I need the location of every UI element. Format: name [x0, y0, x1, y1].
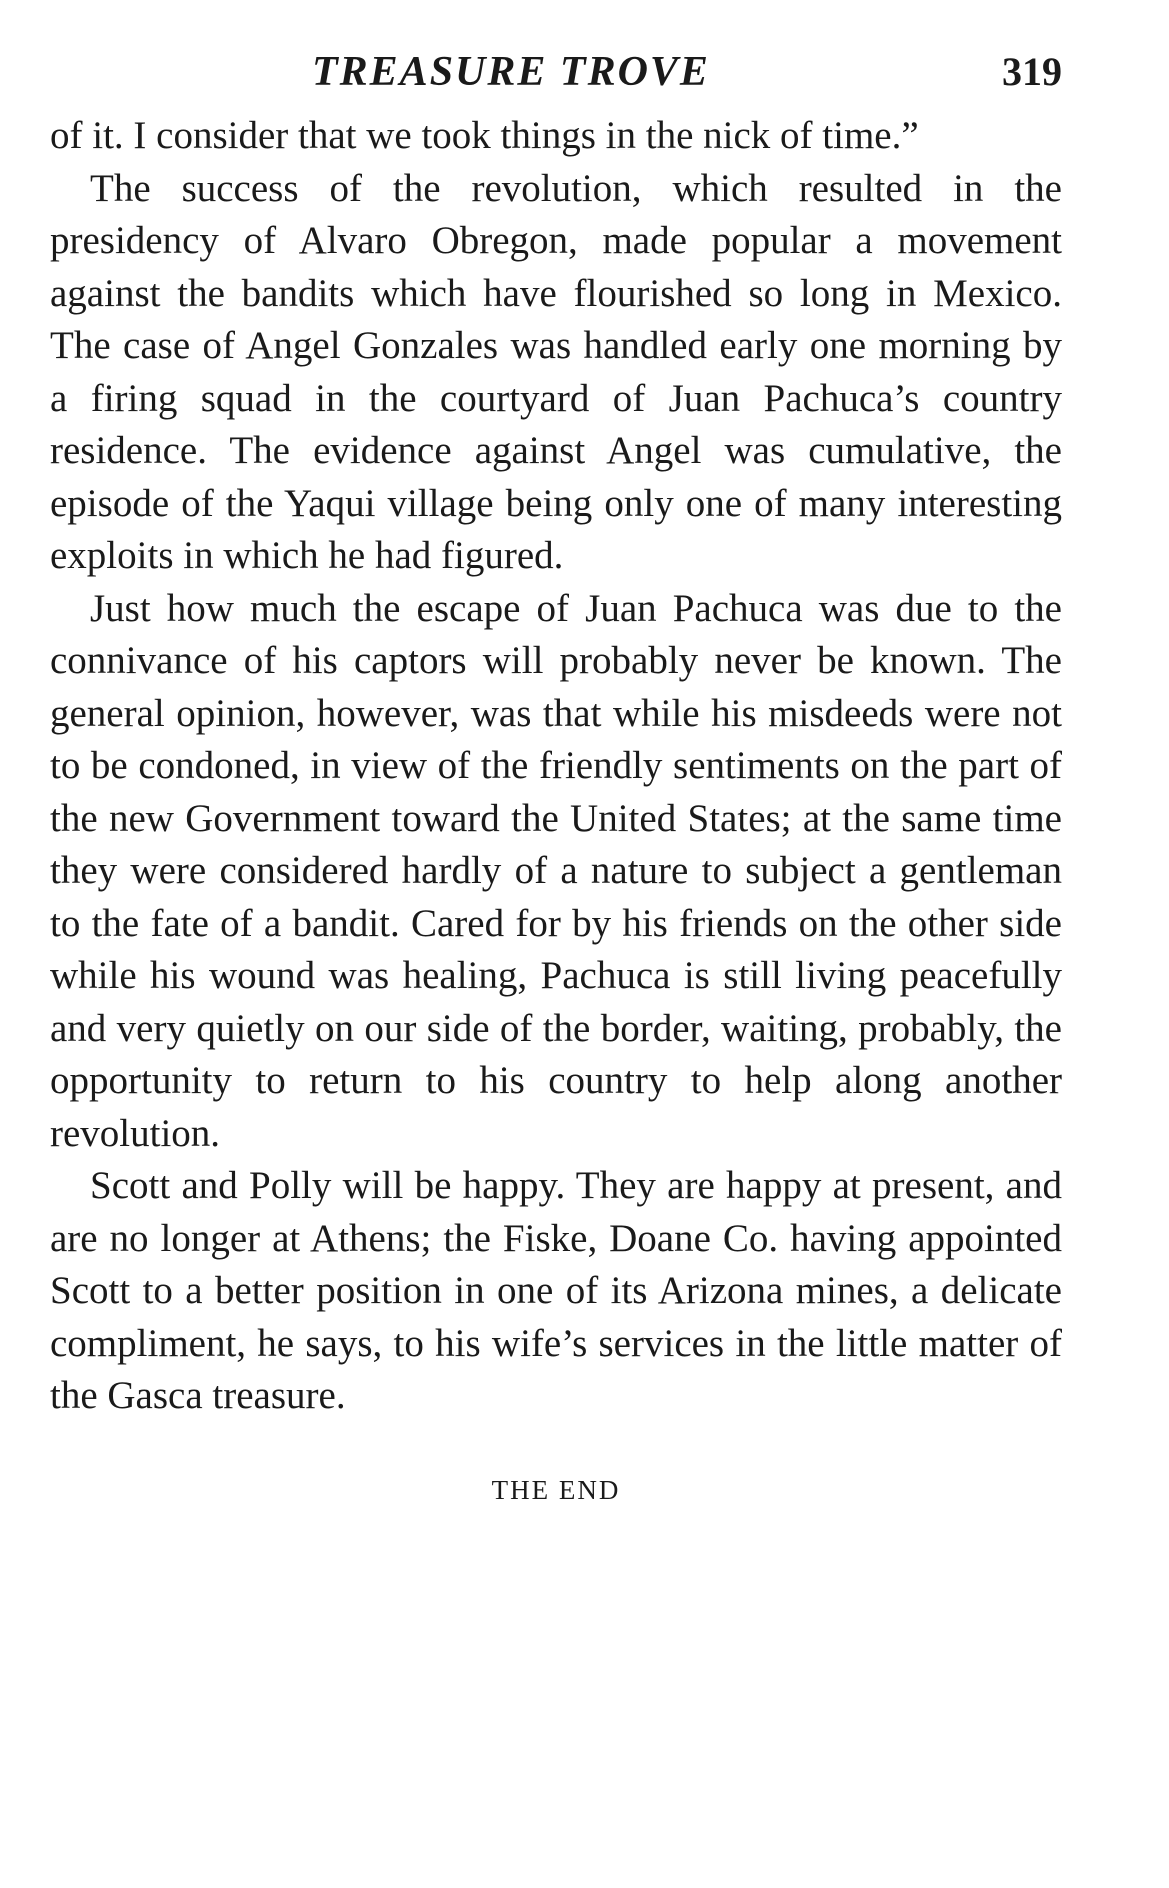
paragraph: The success of the revolution, which resulted in the presidency of Alvaro Obregon, made popular a movement against the bandits which have flourished so long in Mexico. The case of Angel Gonzales was handled early one morning by a firing squad in the courtyard of Juan Pachuca’s country residence. The evidence against Angel was cumulative, the episode of the Yaqui village being only one of many interesting exploits in which he had figured.: [50, 166, 1062, 577]
paragraph: Just how much the escape of Juan Pachuca was due to the connivance of his captors will probably never be known. The general opinion, however, was that while his misdeeds were not to be condoned, in view of the friendly sentiments on the part of the new Government toward the United States; at the same time they were considered hardly of a nature to subject a gentleman to the fate of a bandit. Cared for by his friends on the other side while his wound was healing, Pachuca is still living peacefully and very quietly on our side of the border, waiting, probably, the opportunity to return to his country to help along another revolution.: [50, 586, 1062, 1155]
running-title: TREASURE TROVE: [312, 49, 710, 95]
paragraph: Scott and Polly will be happy. They are happy at present, and are no longer at Athens; the Fiske, Doane Co. having appointed Scott to a better position in one of its Arizona mines, a delicate compliment, he says, to his wife’s services in the little matter of the Gasca treasure.: [50, 1164, 1062, 1417]
book-page: [50, 40, 1062, 1506]
paragraph: of it. I consider that we took things in the nick of time.”: [50, 114, 919, 157]
page-number: 319: [1002, 49, 1062, 94]
running-head: [50, 40, 1062, 110]
end-mark: THE END: [491, 1474, 621, 1505]
